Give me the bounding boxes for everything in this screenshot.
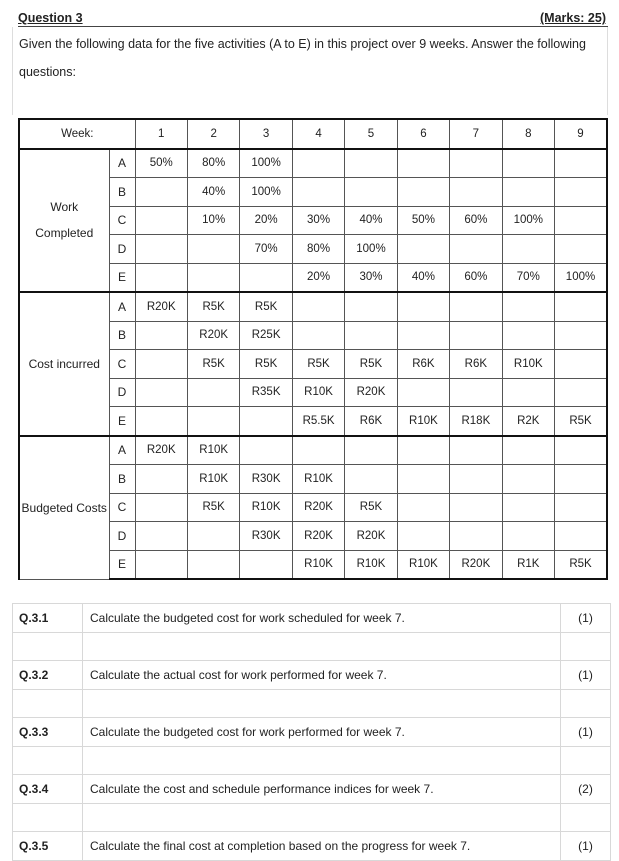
table-cell <box>345 149 397 178</box>
table-cell: R35K <box>240 378 292 407</box>
table-cell: R20K <box>345 378 397 407</box>
table-cell: R20K <box>450 550 502 579</box>
table-cell <box>187 263 239 292</box>
table-cell: R20K <box>135 292 187 321</box>
table-cell <box>187 550 239 579</box>
spacer-row <box>13 689 611 718</box>
table-row <box>19 149 607 178</box>
question-number: Q.3.4 <box>13 775 83 804</box>
week-number: 5 <box>345 119 397 149</box>
table-cell: 20% <box>292 263 344 292</box>
table-cell: R10K <box>292 465 344 494</box>
table-cell <box>345 436 397 465</box>
table-cell <box>502 321 554 350</box>
table-cell <box>397 178 449 207</box>
table-cell <box>555 465 607 494</box>
activity-label: E <box>109 550 135 579</box>
table-cell <box>450 436 502 465</box>
activity-label: D <box>109 522 135 551</box>
table-cell <box>397 522 449 551</box>
table-cell <box>240 436 292 465</box>
table-cell <box>450 522 502 551</box>
table-row <box>19 292 607 321</box>
table-cell <box>397 378 449 407</box>
table-cell <box>555 522 607 551</box>
activity-label: C <box>109 350 135 379</box>
activity-label: E <box>109 263 135 292</box>
spacer-cell <box>83 746 561 775</box>
table-cell: 60% <box>450 206 502 235</box>
table-cell <box>555 292 607 321</box>
table-cell <box>397 493 449 522</box>
table-cell <box>397 292 449 321</box>
week-number: 7 <box>450 119 502 149</box>
table-cell <box>292 321 344 350</box>
table-cell: R20K <box>187 321 239 350</box>
question-row <box>13 775 611 804</box>
table-cell: R10K <box>502 350 554 379</box>
table-cell: R5K <box>345 350 397 379</box>
table-cell: R10K <box>240 493 292 522</box>
table-cell <box>187 378 239 407</box>
question-number: Q.3.2 <box>13 661 83 690</box>
week-header-row <box>19 119 607 149</box>
table-cell <box>450 378 502 407</box>
table-cell <box>187 235 239 264</box>
question-row <box>13 604 611 633</box>
table-cell: R5K <box>187 350 239 379</box>
table-cell <box>555 178 607 207</box>
table-cell: R18K <box>450 407 502 436</box>
table-cell: R30K <box>240 522 292 551</box>
spacer-cell <box>83 803 561 832</box>
question-text: Calculate the budgeted cost for work performed for week 7. <box>83 718 561 747</box>
table-cell <box>292 292 344 321</box>
question-header <box>18 8 608 27</box>
table-cell <box>240 263 292 292</box>
table-cell: 80% <box>187 149 239 178</box>
table-cell: 40% <box>187 178 239 207</box>
table-cell <box>555 235 607 264</box>
table-cell: R10K <box>292 378 344 407</box>
table-cell <box>555 493 607 522</box>
table-cell <box>240 550 292 579</box>
table-cell <box>450 235 502 264</box>
table-cell: 70% <box>502 263 554 292</box>
table-cell: R20K <box>292 493 344 522</box>
table-cell <box>187 407 239 436</box>
table-cell <box>502 149 554 178</box>
question-row <box>13 718 611 747</box>
table-cell <box>135 465 187 494</box>
table-cell: R6K <box>397 350 449 379</box>
table-cell <box>450 465 502 494</box>
table-cell <box>345 292 397 321</box>
spacer-cell <box>13 689 83 718</box>
week-number: 8 <box>502 119 554 149</box>
table-cell <box>397 149 449 178</box>
table-cell: R5K <box>555 550 607 579</box>
table-cell <box>555 149 607 178</box>
table-cell: 30% <box>292 206 344 235</box>
table-cell: 60% <box>450 263 502 292</box>
section-label: Budgeted Costs <box>19 436 109 580</box>
question-marks: (1) <box>561 718 611 747</box>
table-cell <box>187 522 239 551</box>
table-cell <box>135 263 187 292</box>
spacer-cell <box>83 632 561 661</box>
table-cell: R2K <box>502 407 554 436</box>
table-cell <box>450 149 502 178</box>
question-marks: (1) <box>561 832 611 861</box>
table-cell: 100% <box>502 206 554 235</box>
question-text: Calculate the actual cost for work performed for week 7. <box>83 661 561 690</box>
table-cell <box>555 378 607 407</box>
table-cell <box>292 436 344 465</box>
spacer-cell <box>561 689 611 718</box>
table-cell <box>135 206 187 235</box>
activity-label: D <box>109 235 135 264</box>
table-cell: R6K <box>450 350 502 379</box>
week-number: 1 <box>135 119 187 149</box>
question-row <box>13 661 611 690</box>
spacer-cell <box>561 746 611 775</box>
table-cell: R20K <box>345 522 397 551</box>
activity-label: D <box>109 378 135 407</box>
spacer-cell <box>13 803 83 832</box>
table-cell <box>240 407 292 436</box>
table-cell: R10K <box>187 436 239 465</box>
table-cell <box>502 436 554 465</box>
table-cell: R5K <box>292 350 344 379</box>
intro-text: Given the following data for the five activities (A to E) in this project over 9 weeks. Answer the following questions: <box>12 27 608 115</box>
question-marks: (1) <box>561 604 611 633</box>
table-cell: R5K <box>240 350 292 379</box>
question-marks: (2) <box>561 775 611 804</box>
table-cell: R10K <box>187 465 239 494</box>
table-cell: 40% <box>345 206 397 235</box>
table-cell <box>135 493 187 522</box>
spacer-cell <box>13 632 83 661</box>
table-cell <box>135 178 187 207</box>
table-cell: 10% <box>187 206 239 235</box>
project-data-table <box>18 118 608 580</box>
table-cell <box>502 522 554 551</box>
table-cell: R30K <box>240 465 292 494</box>
section-label: Work Completed <box>19 149 109 293</box>
table-cell: 20% <box>240 206 292 235</box>
table-cell <box>397 436 449 465</box>
table-cell: 40% <box>397 263 449 292</box>
table-cell: 100% <box>345 235 397 264</box>
table-cell: R5K <box>240 292 292 321</box>
activity-label: C <box>109 206 135 235</box>
table-cell <box>502 493 554 522</box>
activity-label: C <box>109 493 135 522</box>
question-number: Q.3.5 <box>13 832 83 861</box>
question-text: Calculate the budgeted cost for work scheduled for week 7. <box>83 604 561 633</box>
table-cell <box>502 235 554 264</box>
week-number: 2 <box>187 119 239 149</box>
table-cell: 50% <box>135 149 187 178</box>
table-row <box>19 436 607 465</box>
table-cell <box>502 178 554 207</box>
table-cell: R10K <box>397 550 449 579</box>
table-cell <box>135 235 187 264</box>
table-cell: 100% <box>240 178 292 207</box>
question-row <box>13 832 611 861</box>
table-cell: R5K <box>555 407 607 436</box>
table-cell: R25K <box>240 321 292 350</box>
table-cell: 100% <box>555 263 607 292</box>
table-cell <box>292 149 344 178</box>
week-label: Week: <box>19 119 135 149</box>
section-label: Cost incurred <box>19 292 109 436</box>
spacer-row <box>13 632 611 661</box>
table-cell: R10K <box>345 550 397 579</box>
week-number: 3 <box>240 119 292 149</box>
table-cell <box>135 407 187 436</box>
spacer-cell <box>13 746 83 775</box>
spacer-cell <box>561 632 611 661</box>
table-cell <box>450 292 502 321</box>
table-cell <box>135 350 187 379</box>
table-cell: R20K <box>292 522 344 551</box>
table-cell <box>555 206 607 235</box>
table-cell: R5K <box>345 493 397 522</box>
table-cell: R5K <box>187 292 239 321</box>
spacer-cell <box>83 689 561 718</box>
table-cell <box>135 321 187 350</box>
activity-label: E <box>109 407 135 436</box>
table-cell <box>292 178 344 207</box>
table-cell: R20K <box>135 436 187 465</box>
spacer-row <box>13 803 611 832</box>
table-cell <box>397 321 449 350</box>
question-title: Question 3 <box>18 11 83 25</box>
table-cell <box>502 378 554 407</box>
week-number: 4 <box>292 119 344 149</box>
table-cell <box>135 550 187 579</box>
week-number: 6 <box>397 119 449 149</box>
table-cell <box>450 493 502 522</box>
table-cell <box>555 350 607 379</box>
table-cell: R6K <box>345 407 397 436</box>
question-number: Q.3.3 <box>13 718 83 747</box>
activity-label: B <box>109 178 135 207</box>
table-cell <box>397 465 449 494</box>
spacer-cell <box>561 803 611 832</box>
questions-table <box>12 603 611 861</box>
table-cell: R5K <box>187 493 239 522</box>
table-cell <box>345 321 397 350</box>
table-cell <box>450 178 502 207</box>
question-marks: (1) <box>561 661 611 690</box>
week-number: 9 <box>555 119 607 149</box>
table-cell: R5.5K <box>292 407 344 436</box>
activity-label: A <box>109 436 135 465</box>
table-cell: 80% <box>292 235 344 264</box>
question-text: Calculate the final cost at completion based on the progress for week 7. <box>83 832 561 861</box>
activity-label: A <box>109 292 135 321</box>
table-cell <box>397 235 449 264</box>
table-cell: R10K <box>397 407 449 436</box>
table-cell: 70% <box>240 235 292 264</box>
question-number: Q.3.1 <box>13 604 83 633</box>
table-cell <box>555 321 607 350</box>
activity-label: B <box>109 465 135 494</box>
table-cell: 100% <box>240 149 292 178</box>
table-cell: 50% <box>397 206 449 235</box>
table-cell <box>555 436 607 465</box>
table-cell <box>135 378 187 407</box>
table-cell: R10K <box>292 550 344 579</box>
table-cell <box>345 465 397 494</box>
table-cell: R1K <box>502 550 554 579</box>
table-cell <box>502 292 554 321</box>
table-cell <box>345 178 397 207</box>
spacer-row <box>13 746 611 775</box>
table-cell <box>135 522 187 551</box>
question-marks: (Marks: 25) <box>540 11 606 25</box>
activity-label: A <box>109 149 135 178</box>
question-text: Calculate the cost and schedule performance indices for week 7. <box>83 775 561 804</box>
table-cell <box>502 465 554 494</box>
activity-label: B <box>109 321 135 350</box>
table-cell <box>450 321 502 350</box>
table-cell: 30% <box>345 263 397 292</box>
